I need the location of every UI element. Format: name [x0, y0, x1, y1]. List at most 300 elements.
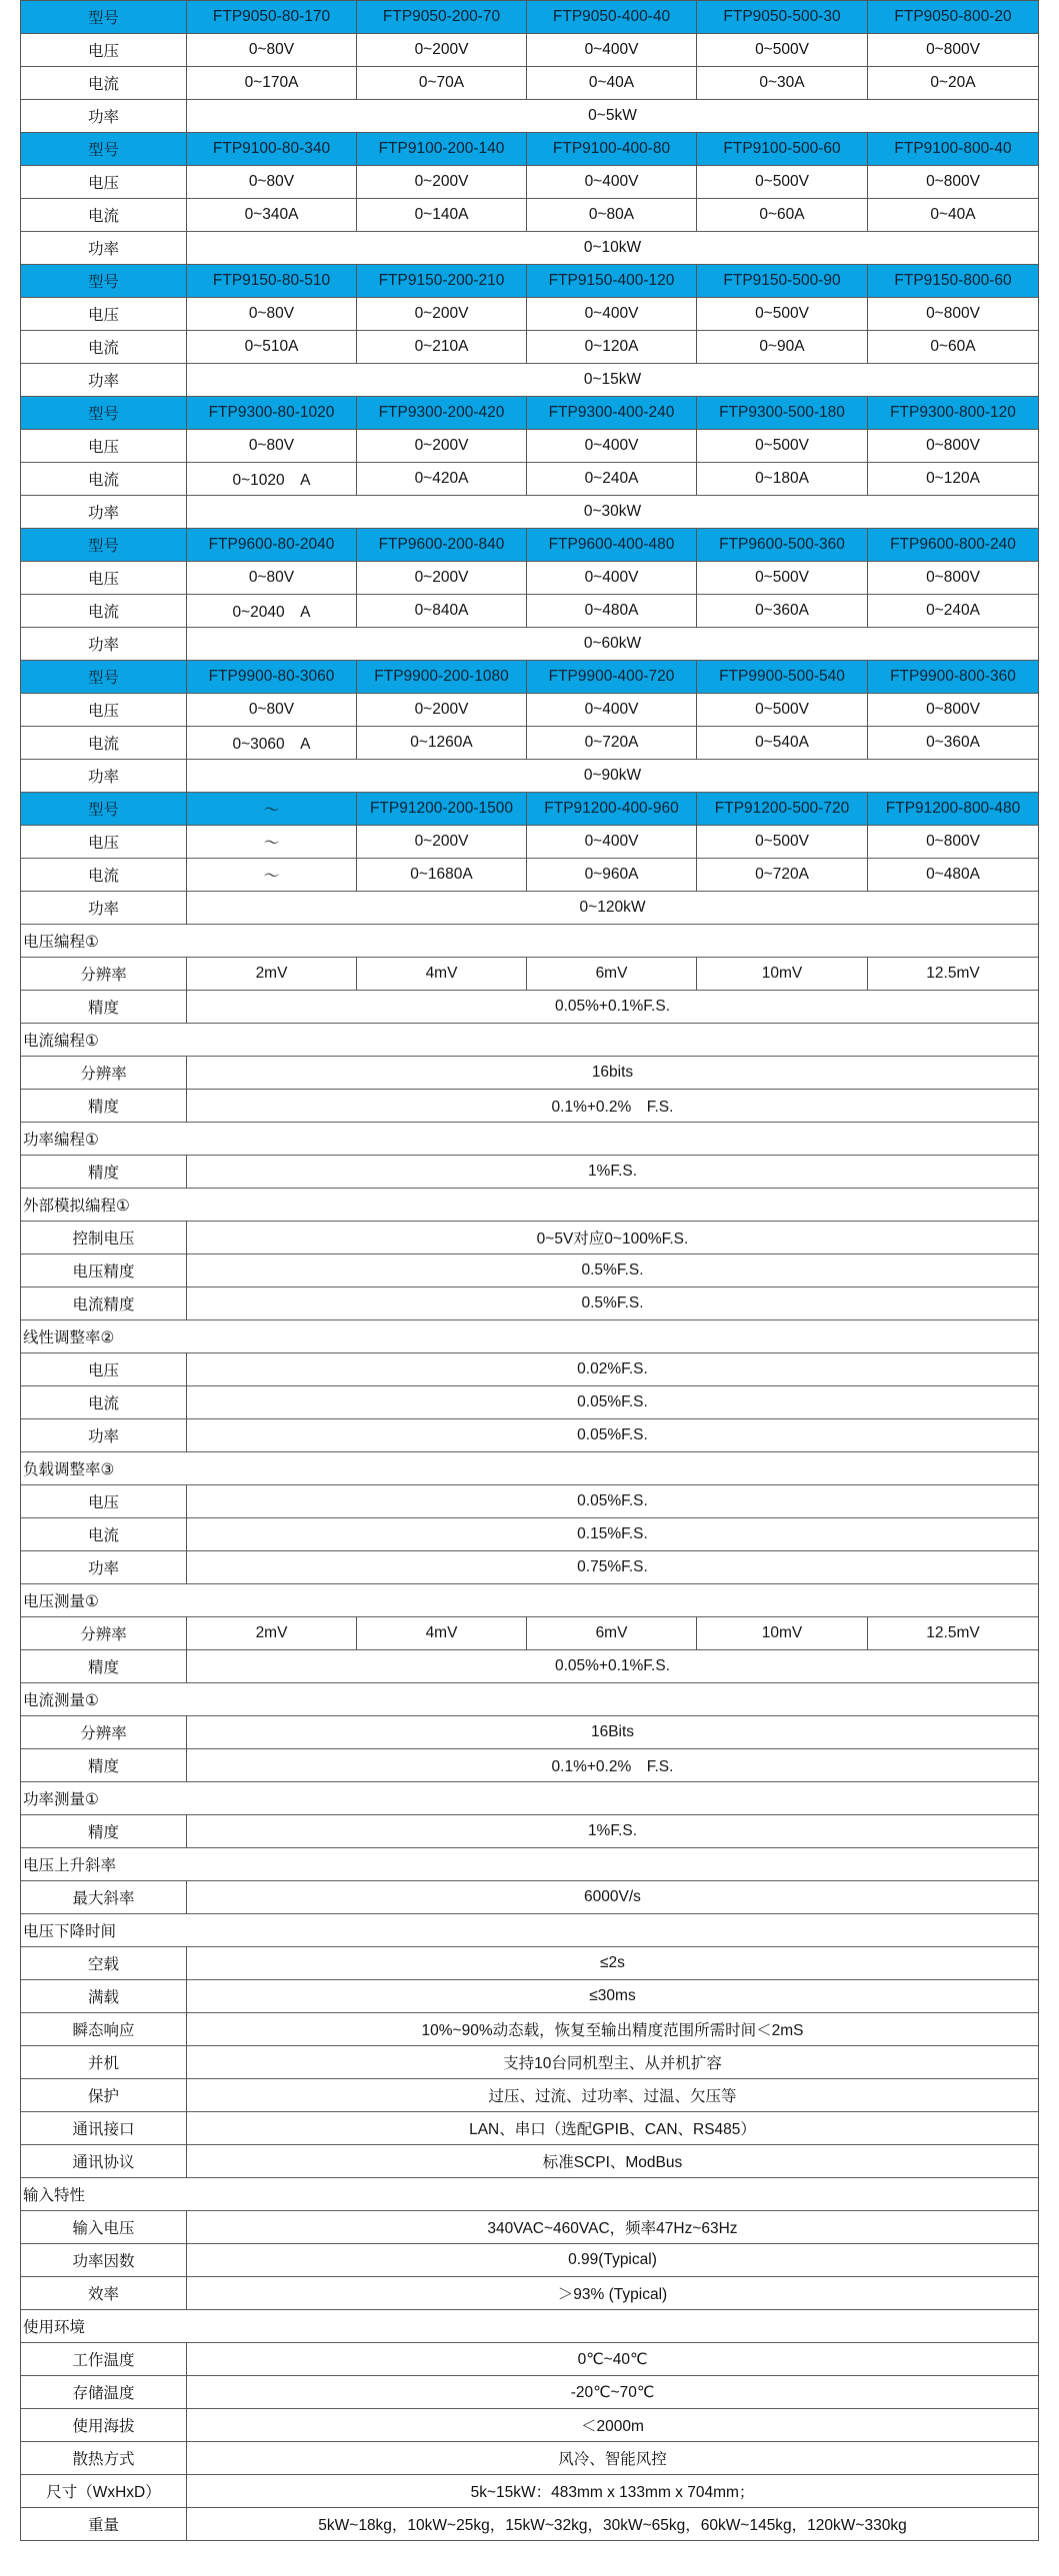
spec-label: 精度 — [21, 1650, 187, 1683]
spec-row — [21, 1980, 1039, 2013]
model-name: FTP9100-500-60 — [697, 133, 868, 166]
current-value: 0~140A — [357, 199, 527, 232]
spec-value: 0.5%F.S. — [187, 1288, 1039, 1320]
section-title: 电压编程① — [21, 925, 1039, 958]
spec-value: 1%F.S. — [187, 1156, 1039, 1189]
model-label: 型号 — [21, 1, 187, 34]
spec-label: 通讯协议 — [21, 2145, 187, 2178]
model-name: FTP9150-800-60 — [868, 265, 1039, 298]
section-title: 线性调整率② — [21, 1320, 1039, 1353]
current-label: 电流 — [21, 67, 187, 100]
model-header-row — [21, 793, 1039, 826]
spec-row — [21, 1057, 1039, 1090]
spec-label: 精度 — [21, 1156, 187, 1189]
spec-value: LAN、串口（选配GPIB、CAN、RS485） — [187, 2112, 1039, 2145]
voltage-value: 0~80V — [187, 562, 357, 595]
spec-value: 340VAC~460VAC，频率47Hz~63Hz — [187, 2211, 1039, 2244]
spec-value: 10%~90%动态载，恢复至输出精度范围所需时间＜2mS — [187, 2013, 1039, 2046]
model-name: FTP9150-500-90 — [697, 265, 868, 298]
model-header-row — [21, 133, 1039, 166]
spec-row — [21, 2079, 1039, 2112]
power-row — [21, 496, 1039, 529]
spec-label: 工作温度 — [21, 2343, 187, 2376]
current-label: 电流 — [21, 463, 187, 496]
spec-value: 标准SCPI、ModBus — [187, 2145, 1039, 2178]
spec-row — [21, 1156, 1039, 1189]
section-title-row — [21, 1914, 1039, 1947]
spec-label: 空载 — [21, 1947, 187, 1980]
model-label: 型号 — [21, 529, 187, 562]
spec-label: 满载 — [21, 1980, 187, 2013]
spec-row — [21, 1419, 1039, 1452]
spec-label: 电压 — [21, 1485, 187, 1518]
voltage-label: 电压 — [21, 826, 187, 859]
power-value: 0~5kW — [187, 100, 1039, 133]
model-name: FTP9600-80-2040 — [187, 529, 357, 562]
current-value: 0~70A — [357, 67, 527, 100]
spec-value: 0.05%F.S. — [187, 1485, 1039, 1518]
voltage-value: 0~800V — [868, 694, 1039, 727]
voltage-value: 0~800V — [868, 562, 1039, 595]
spec-value: 支持10台同机型主、从并机扩容 — [187, 2046, 1039, 2079]
model-header-row — [21, 661, 1039, 694]
spec-label: 最大斜率 — [21, 1881, 187, 1914]
model-header-row — [21, 265, 1039, 298]
section-title: 电流编程① — [21, 1024, 1039, 1057]
spec-label: 效率 — [21, 2277, 187, 2310]
section-title: 电流测量① — [21, 1683, 1039, 1716]
spec-value: 4mV — [357, 1617, 527, 1650]
section-title: 电压上升斜率 — [21, 1848, 1039, 1881]
spec-value: 16Bits — [187, 1716, 1039, 1749]
voltage-label: 电压 — [21, 562, 187, 595]
spec-value: 5k~15kW：483mm x 133mm x 704mm； — [187, 2475, 1039, 2508]
current-value: 0~120A — [868, 463, 1039, 496]
section-title-row — [21, 1452, 1039, 1485]
section-title-row — [21, 1024, 1039, 1057]
section-title: 功率测量① — [21, 1782, 1039, 1815]
section-title-row — [21, 1320, 1039, 1353]
current-value: 0~840A — [357, 595, 527, 628]
current-value: 0~80A — [527, 199, 697, 232]
current-value: 0~3060 A — [187, 727, 357, 760]
voltage-row — [21, 166, 1039, 199]
spec-label: 分辨率 — [21, 1057, 187, 1090]
voltage-value: 0~200V — [357, 166, 527, 199]
spec-label: 输入电压 — [21, 2211, 187, 2244]
current-row — [21, 199, 1039, 232]
current-value: 0~180A — [697, 463, 868, 496]
voltage-row — [21, 562, 1039, 595]
current-label: 电流 — [21, 595, 187, 628]
voltage-label: 电压 — [21, 34, 187, 67]
voltage-value: 0~200V — [357, 34, 527, 67]
current-value: 0~1020 A — [187, 463, 357, 496]
section-title: 负载调整率③ — [21, 1452, 1039, 1485]
spec-value: 0.1%+0.2% F.S. — [187, 1749, 1039, 1782]
power-label: 功率 — [21, 892, 187, 925]
spec-value: 5kW~18kg，10kW~25kg，15kW~32kg，30kW~65kg，60kW~145kg，120kW~330kg — [187, 2508, 1039, 2541]
model-name: FTP9900-400-720 — [527, 661, 697, 694]
model-name: FTP9050-500-30 — [697, 1, 868, 34]
voltage-value: 0~400V — [527, 826, 697, 859]
model-name: FTP9900-200-1080 — [357, 661, 527, 694]
model-name: FTP9100-400-80 — [527, 133, 697, 166]
voltage-value: 0~400V — [527, 34, 697, 67]
spec-row — [21, 1617, 1039, 1650]
spec-value: ≤30ms — [187, 1980, 1039, 2013]
spec-row — [21, 1255, 1039, 1288]
current-value: 0~1260A — [357, 727, 527, 760]
spec-value: 6000V/s — [187, 1881, 1039, 1914]
spec-row — [21, 2508, 1039, 2541]
model-name: FTP9150-200-210 — [357, 265, 527, 298]
spec-row — [21, 1947, 1039, 1980]
section-title: 输入特性 — [21, 2178, 1039, 2211]
spec-row — [21, 2343, 1039, 2376]
power-row — [21, 760, 1039, 793]
spec-row — [21, 2211, 1039, 2244]
power-row — [21, 628, 1039, 661]
spec-label: 分辨率 — [21, 1617, 187, 1650]
voltage-value: 0~200V — [357, 298, 527, 331]
spec-value: -20℃~70℃ — [187, 2376, 1039, 2409]
section-title-row — [21, 925, 1039, 958]
spec-value: 2mV — [187, 958, 357, 991]
power-label: 功率 — [21, 496, 187, 529]
model-name: FTP9100-80-340 — [187, 133, 357, 166]
spec-value: 12.5mV — [868, 958, 1039, 991]
power-row — [21, 232, 1039, 265]
spec-row — [21, 1090, 1039, 1123]
current-row — [21, 727, 1039, 760]
section-title-row — [21, 2178, 1039, 2211]
spec-value: 0.99(Typical) — [187, 2244, 1039, 2277]
current-label: 电流 — [21, 727, 187, 760]
voltage-label: 电压 — [21, 166, 187, 199]
spec-value: ＜2000m — [187, 2409, 1039, 2442]
spec-value: 0.5%F.S. — [187, 1255, 1039, 1288]
current-label: 电流 — [21, 199, 187, 232]
section-title-row — [21, 2310, 1039, 2343]
model-name: FTP91200-400-960 — [527, 793, 697, 826]
voltage-value: 0~800V — [868, 298, 1039, 331]
spec-value: 0℃~40℃ — [187, 2343, 1039, 2376]
voltage-value: 0~500V — [697, 430, 868, 463]
spec-row — [21, 1716, 1039, 1749]
spec-value: 4mV — [357, 958, 527, 991]
model-header-row — [21, 1, 1039, 34]
spec-row — [21, 2145, 1039, 2178]
power-label: 功率 — [21, 628, 187, 661]
voltage-value: 0~400V — [527, 694, 697, 727]
voltage-value: ～ — [187, 826, 357, 859]
voltage-value: 0~500V — [697, 166, 868, 199]
spec-value: 0.05%+0.1%F.S. — [187, 1650, 1039, 1683]
voltage-value: 0~200V — [357, 562, 527, 595]
power-label: 功率 — [21, 100, 187, 133]
voltage-value: 0~200V — [357, 430, 527, 463]
model-name: FTP9900-500-540 — [697, 661, 868, 694]
model-name: FTP9600-500-360 — [697, 529, 868, 562]
spec-value: ＞93% (Typical) — [187, 2277, 1039, 2310]
model-name: FTP91200-500-720 — [697, 793, 868, 826]
spec-label: 瞬态响应 — [21, 2013, 187, 2046]
voltage-row — [21, 694, 1039, 727]
voltage-value: 0~200V — [357, 694, 527, 727]
spec-label: 电流 — [21, 1518, 187, 1551]
spec-row — [21, 1386, 1039, 1419]
power-label: 功率 — [21, 364, 187, 397]
current-value: 0~340A — [187, 199, 357, 232]
voltage-value: 0~80V — [187, 298, 357, 331]
spec-value: ≤2s — [187, 1947, 1039, 1980]
model-name: FTP9150-80-510 — [187, 265, 357, 298]
current-label: 电流 — [21, 331, 187, 364]
spec-row — [21, 2409, 1039, 2442]
section-title-row — [21, 1683, 1039, 1716]
current-value: 0~720A — [527, 727, 697, 760]
power-value: 0~30kW — [187, 496, 1039, 529]
model-name: FTP9900-80-3060 — [187, 661, 357, 694]
model-header-row — [21, 397, 1039, 430]
voltage-label: 电压 — [21, 694, 187, 727]
spec-row — [21, 991, 1039, 1024]
spec-label: 存储温度 — [21, 2376, 187, 2409]
spec-label: 功率因数 — [21, 2244, 187, 2277]
power-value: 0~90kW — [187, 760, 1039, 793]
spec-row — [21, 1353, 1039, 1386]
power-row — [21, 364, 1039, 397]
current-value: 0~720A — [697, 859, 868, 892]
spec-row — [21, 958, 1039, 991]
spec-row — [21, 2376, 1039, 2409]
power-value: 0~15kW — [187, 364, 1039, 397]
spec-value: 1%F.S. — [187, 1815, 1039, 1848]
spec-row — [21, 2112, 1039, 2145]
spec-row — [21, 1650, 1039, 1683]
voltage-value: 0~400V — [527, 562, 697, 595]
voltage-value: 0~800V — [868, 826, 1039, 859]
model-label: 型号 — [21, 793, 187, 826]
current-row — [21, 859, 1039, 892]
section-title-row — [21, 1782, 1039, 1815]
section-title: 外部模拟编程① — [21, 1189, 1039, 1222]
spec-row — [21, 1518, 1039, 1551]
model-name: FTP9300-400-240 — [527, 397, 697, 430]
spec-label: 保护 — [21, 2079, 187, 2112]
current-value: 0~30A — [697, 67, 868, 100]
spec-row — [21, 1881, 1039, 1914]
model-header-row — [21, 529, 1039, 562]
voltage-value: 0~800V — [868, 166, 1039, 199]
section-title-row — [21, 1189, 1039, 1222]
model-name: FTP9100-200-140 — [357, 133, 527, 166]
spec-value: 6mV — [527, 1617, 697, 1650]
spec-value: 风冷、智能风控 — [187, 2442, 1039, 2475]
spec-value: 10mV — [697, 1617, 868, 1650]
spec-sheet — [20, 0, 1039, 2541]
model-label: 型号 — [21, 397, 187, 430]
model-name: FTP9600-400-480 — [527, 529, 697, 562]
current-value: 0~480A — [527, 595, 697, 628]
spec-row — [21, 2244, 1039, 2277]
power-value: 0~60kW — [187, 628, 1039, 661]
voltage-value: 0~80V — [187, 430, 357, 463]
spec-label: 功率 — [21, 1419, 187, 1452]
spec-value: 12.5mV — [868, 1617, 1039, 1650]
spec-value: 0.1%+0.2% F.S. — [187, 1090, 1039, 1123]
spec-table-body — [21, 1, 1039, 2541]
current-value: 0~420A — [357, 463, 527, 496]
current-value: 0~510A — [187, 331, 357, 364]
current-value: 0~540A — [697, 727, 868, 760]
voltage-value: 0~80V — [187, 166, 357, 199]
model-name: FTP9300-500-180 — [697, 397, 868, 430]
spec-label: 控制电压 — [21, 1222, 187, 1255]
model-name: FTP91200-800-480 — [868, 793, 1039, 826]
current-row — [21, 67, 1039, 100]
section-title-row — [21, 1584, 1039, 1617]
spec-label: 重量 — [21, 2508, 187, 2541]
spec-value: 10mV — [697, 958, 868, 991]
spec-row — [21, 1222, 1039, 1255]
section-title: 使用环境 — [21, 2310, 1039, 2343]
spec-row — [21, 2475, 1039, 2508]
spec-row — [21, 2013, 1039, 2046]
spec-label: 使用海拔 — [21, 2409, 187, 2442]
power-label: 功率 — [21, 232, 187, 265]
spec-label: 精度 — [21, 991, 187, 1024]
spec-value: 0.05%F.S. — [187, 1386, 1039, 1419]
current-value: 0~480A — [868, 859, 1039, 892]
spec-label: 精度 — [21, 1749, 187, 1782]
spec-label: 分辨率 — [21, 1716, 187, 1749]
current-value: 0~40A — [868, 199, 1039, 232]
current-value: 0~40A — [527, 67, 697, 100]
model-label: 型号 — [21, 133, 187, 166]
current-label: 电流 — [21, 859, 187, 892]
spec-row — [21, 2277, 1039, 2310]
spec-value: 2mV — [187, 1617, 357, 1650]
voltage-label: 电压 — [21, 430, 187, 463]
voltage-value: 0~800V — [868, 34, 1039, 67]
voltage-value: 0~200V — [357, 826, 527, 859]
current-row — [21, 463, 1039, 496]
model-name: FTP9300-200-420 — [357, 397, 527, 430]
model-name: FTP9600-800-240 — [868, 529, 1039, 562]
current-row — [21, 595, 1039, 628]
spec-row — [21, 2046, 1039, 2079]
section-title: 电压测量① — [21, 1584, 1039, 1617]
spec-value: 0~5V对应0~100%F.S. — [187, 1222, 1039, 1255]
power-row — [21, 100, 1039, 133]
current-value: 0~240A — [868, 595, 1039, 628]
spec-label: 电流 — [21, 1386, 187, 1419]
voltage-value: 0~400V — [527, 298, 697, 331]
current-value: 0~360A — [697, 595, 868, 628]
model-name: FTP9050-200-70 — [357, 1, 527, 34]
power-row — [21, 892, 1039, 925]
voltage-value: 0~400V — [527, 430, 697, 463]
power-label: 功率 — [21, 760, 187, 793]
spec-row — [21, 1551, 1039, 1584]
spec-row — [21, 1485, 1039, 1518]
model-name: FTP9300-800-120 — [868, 397, 1039, 430]
spec-label: 电压 — [21, 1353, 187, 1386]
spec-label: 电压精度 — [21, 1255, 187, 1288]
model-name: FTP9050-80-170 — [187, 1, 357, 34]
spec-row — [21, 1288, 1039, 1320]
spec-value: 0.05%F.S. — [187, 1419, 1039, 1452]
spec-value: 0.15%F.S. — [187, 1518, 1039, 1551]
current-value: 0~20A — [868, 67, 1039, 100]
voltage-value: 0~500V — [697, 34, 868, 67]
spec-label: 尺寸（WxHxD） — [21, 2475, 187, 2508]
spec-label: 散热方式 — [21, 2442, 187, 2475]
spec-row — [21, 1749, 1039, 1782]
spec-value: 0.02%F.S. — [187, 1353, 1039, 1386]
spec-label: 功率 — [21, 1551, 187, 1584]
current-value: 0~2040 A — [187, 595, 357, 628]
voltage-value: 0~800V — [868, 430, 1039, 463]
model-name: FTP9050-400-40 — [527, 1, 697, 34]
model-name: FTP9600-200-840 — [357, 529, 527, 562]
voltage-value: 0~80V — [187, 694, 357, 727]
voltage-value: 0~500V — [697, 562, 868, 595]
model-name: ～ — [187, 793, 357, 826]
section-title-row — [21, 1848, 1039, 1881]
spec-value: 0.05%+0.1%F.S. — [187, 991, 1039, 1024]
current-value: ～ — [187, 859, 357, 892]
current-value: 0~60A — [868, 331, 1039, 364]
current-value: 0~960A — [527, 859, 697, 892]
model-name: FTP9100-800-40 — [868, 133, 1039, 166]
current-value: 0~120A — [527, 331, 697, 364]
spec-label: 通讯接口 — [21, 2112, 187, 2145]
model-name: FTP9900-800-360 — [868, 661, 1039, 694]
model-label: 型号 — [21, 661, 187, 694]
voltage-value: 0~500V — [697, 694, 868, 727]
current-value: 0~210A — [357, 331, 527, 364]
voltage-row — [21, 298, 1039, 331]
spec-value: 16bits — [187, 1057, 1039, 1090]
current-row — [21, 331, 1039, 364]
current-value: 0~170A — [187, 67, 357, 100]
spec-label: 电流精度 — [21, 1288, 187, 1320]
current-value: 0~1680A — [357, 859, 527, 892]
spec-label: 精度 — [21, 1090, 187, 1123]
model-name: FTP91200-200-1500 — [357, 793, 527, 826]
model-name: FTP9050-800-20 — [868, 1, 1039, 34]
spec-label: 并机 — [21, 2046, 187, 2079]
spec-value: 6mV — [527, 958, 697, 991]
current-value: 0~90A — [697, 331, 868, 364]
model-name: FTP9150-400-120 — [527, 265, 697, 298]
spec-label: 精度 — [21, 1815, 187, 1848]
voltage-row — [21, 826, 1039, 859]
spec-label: 分辨率 — [21, 958, 187, 991]
section-title-row — [21, 1123, 1039, 1156]
voltage-row — [21, 430, 1039, 463]
spec-table — [20, 0, 1039, 2541]
power-value: 0~120kW — [187, 892, 1039, 925]
model-label: 型号 — [21, 265, 187, 298]
power-value: 0~10kW — [187, 232, 1039, 265]
voltage-value: 0~500V — [697, 298, 868, 331]
spec-value: 过压、过流、过功率、过温、欠压等 — [187, 2079, 1039, 2112]
voltage-label: 电压 — [21, 298, 187, 331]
